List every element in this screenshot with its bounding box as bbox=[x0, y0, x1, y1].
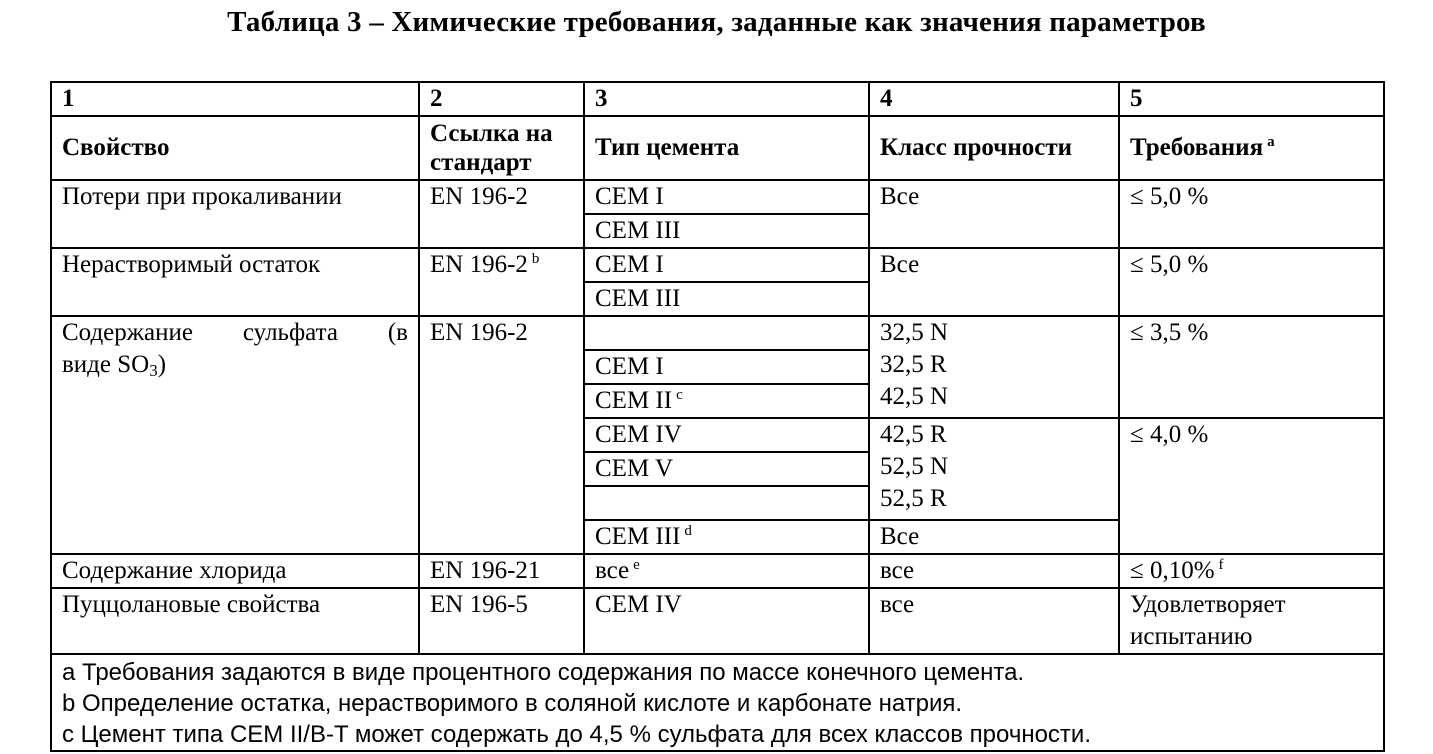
cell-insoluble-standard bbox=[419, 248, 584, 316]
cell-sulfate-type-cem3 bbox=[584, 520, 869, 554]
cell-sulfate-strength-all: Все bbox=[869, 520, 1119, 554]
sulfate-subscript: 3 bbox=[149, 361, 158, 380]
cell-insoluble-type-2: CEM III bbox=[584, 282, 869, 316]
cell-sulfate-type-empty-1 bbox=[584, 316, 869, 350]
cell-sulfate-type-cem1: CEM I bbox=[584, 350, 869, 384]
cem3-text: CEM III bbox=[595, 523, 681, 550]
cell-loss-type-2: CEM III bbox=[584, 214, 869, 248]
cell-chloride-type bbox=[584, 554, 869, 588]
cell-sulfate-strength-low bbox=[869, 316, 1119, 418]
note-a: a Требования задаются в виде процентного содержания по массе конечного цемента. bbox=[62, 659, 1025, 686]
cell-insoluble-type-1: CEM I bbox=[584, 248, 869, 282]
footnote-mark-c: c bbox=[676, 387, 683, 403]
cell-sulfate-property bbox=[51, 316, 419, 554]
cell-chloride-strength: все bbox=[869, 554, 1119, 588]
cell-insoluble-property: Нерастворимый остаток bbox=[51, 248, 419, 316]
col-number-3: 3 bbox=[584, 82, 869, 116]
header-row bbox=[51, 116, 1384, 180]
header-requirements bbox=[1119, 116, 1384, 180]
cem2-text: CEM II bbox=[595, 387, 673, 414]
col-number-4: 4 bbox=[869, 82, 1119, 116]
column-number-row bbox=[51, 82, 1384, 116]
cell-sulfate-type-cem2 bbox=[584, 384, 869, 418]
chemical-requirements-table bbox=[50, 81, 1385, 752]
cell-pozzolanic-requirement: Удовлетворяет испытанию bbox=[1119, 588, 1384, 654]
note-b: b Определение остатка, нерастворимого в соляной кислоте и карбонате натрия. bbox=[62, 690, 963, 717]
footnote-mark-f: f bbox=[1218, 557, 1224, 573]
cell-sulfate-type-empty-2 bbox=[584, 486, 869, 520]
cell-insoluble-requirement: ≤ 5,0 % bbox=[1119, 248, 1384, 316]
chloride-type-text: все bbox=[595, 557, 630, 584]
table-title: Таблица 3 – Химические требования, заданные как значения параметров bbox=[227, 6, 1206, 38]
strength-52-5-n: 52,5 N bbox=[880, 453, 949, 480]
cell-loss-requirement: ≤ 5,0 % bbox=[1119, 180, 1384, 248]
col-number-1: 1 bbox=[51, 82, 419, 116]
cell-chloride-standard: EN 196-21 bbox=[419, 554, 584, 588]
cell-chloride-property: Содержание хлорида bbox=[51, 554, 419, 588]
cell-sulfate-type-cem5: CEM V bbox=[584, 452, 869, 486]
strength-52-5-r: 52,5 R bbox=[880, 485, 947, 512]
header-strength-class: Класс прочности bbox=[869, 116, 1119, 180]
footnote-mark-d: d bbox=[684, 523, 692, 539]
table-row-insoluble bbox=[51, 248, 1384, 282]
cell-sulfate-req-low: ≤ 3,5 % bbox=[1119, 316, 1384, 418]
header-cement-type: Тип цемента bbox=[584, 116, 869, 180]
footnote-mark-b: b bbox=[531, 251, 540, 267]
cell-loss-strength: Все bbox=[869, 180, 1119, 248]
footnote-mark-e: e bbox=[633, 557, 640, 573]
sulfate-property-line1: Содержание сульфата (в bbox=[62, 319, 408, 346]
header-requirements-label: Требования bbox=[1130, 134, 1264, 161]
table-notes bbox=[51, 654, 1384, 751]
cell-pozzolanic-property: Пуццолановые свойства bbox=[51, 588, 419, 654]
cell-sulfate-req-high: ≤ 4,0 % bbox=[1119, 418, 1384, 554]
strength-32-5-r: 32,5 R bbox=[880, 351, 947, 378]
cell-insoluble-strength: Все bbox=[869, 248, 1119, 316]
cell-pozzolanic-standard: EN 196-5 bbox=[419, 588, 584, 654]
table-row-loss bbox=[51, 180, 1384, 214]
note-c: c Цемент типа CEM II/B-T может содержать до 4,5 % сульфата для всех классов прочности. bbox=[62, 721, 1091, 748]
cell-loss-standard: EN 196-2 bbox=[419, 180, 584, 248]
cell-pozzolanic-type: CEM IV bbox=[584, 588, 869, 654]
cell-sulfate-standard: EN 196-2 bbox=[419, 316, 584, 554]
chloride-req-text: ≤ 0,10% bbox=[1130, 557, 1215, 584]
strength-42-5-r: 42,5 R bbox=[880, 421, 947, 448]
cell-sulfate-type-cem4: CEM IV bbox=[584, 418, 869, 452]
cell-sulfate-strength-high bbox=[869, 418, 1119, 520]
cell-chloride-requirement bbox=[1119, 554, 1384, 588]
cell-loss-type-1: CEM I bbox=[584, 180, 869, 214]
table-row-sulfate bbox=[51, 316, 1384, 350]
insoluble-standard-text: EN 196-2 bbox=[430, 251, 528, 278]
table-row-chloride bbox=[51, 554, 1384, 588]
sulfate-property-text: виде SO bbox=[62, 351, 150, 378]
cell-loss-property: Потери при прокаливании bbox=[51, 180, 419, 248]
sulfate-property-line2 bbox=[62, 349, 408, 381]
col-number-2: 2 bbox=[419, 82, 584, 116]
footnote-mark-a: a bbox=[1267, 134, 1275, 150]
sulfate-property-close: ) bbox=[157, 351, 167, 378]
col-number-5: 5 bbox=[1119, 82, 1384, 116]
header-property: Свойство bbox=[51, 116, 419, 180]
cell-pozzolanic-strength: все bbox=[869, 588, 1119, 654]
strength-32-5-n: 32,5 N bbox=[880, 319, 949, 346]
header-standard: Ссылка на стандарт bbox=[419, 116, 584, 180]
table-row-pozzolanic bbox=[51, 588, 1384, 654]
table-notes-row bbox=[51, 654, 1384, 751]
strength-42-5-n: 42,5 N bbox=[880, 383, 949, 410]
